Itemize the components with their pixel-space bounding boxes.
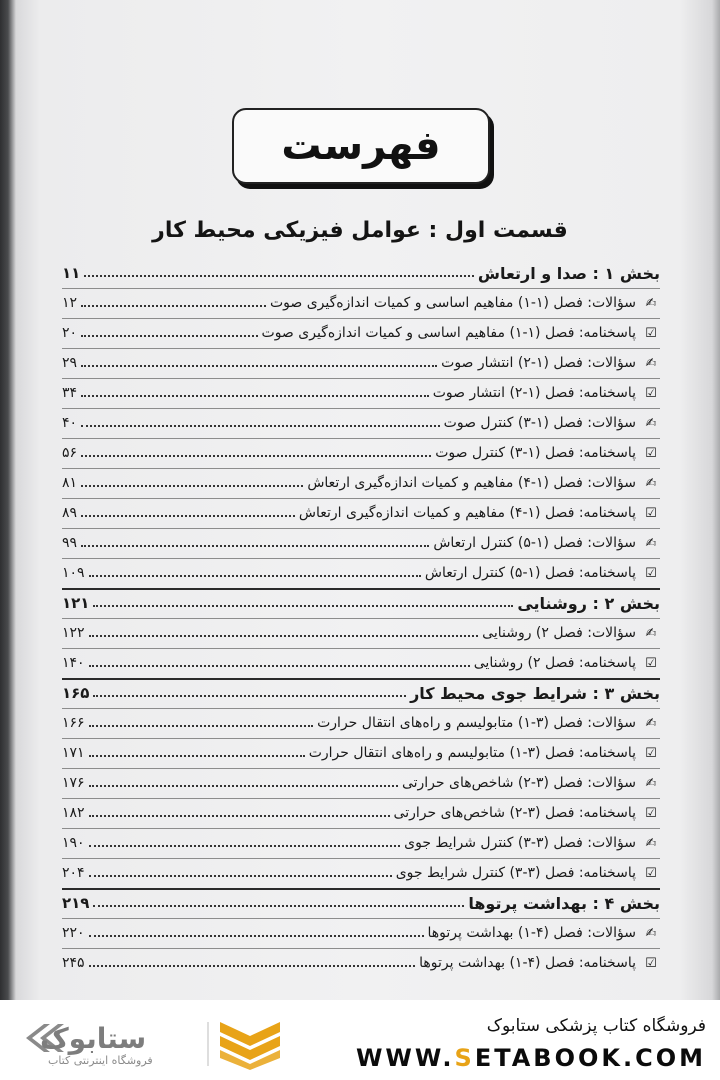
title-box — [232, 108, 490, 184]
checkbox-icon: ☑ — [645, 745, 657, 761]
toc-label: سؤالات: فصل (۱-۵) کنترل ارتعاش — [433, 535, 636, 551]
toc-item-row — [62, 528, 660, 558]
toc-item-row — [62, 318, 660, 348]
page-number: ۸۱ — [62, 475, 78, 491]
page-number: ۱۶۶ — [62, 715, 85, 731]
toc-item-row — [62, 858, 660, 888]
dot-leader — [89, 845, 401, 847]
dot-leader — [89, 815, 390, 817]
checkbox-icon: ☑ — [645, 385, 657, 401]
pen-icon: ✍ — [645, 835, 657, 851]
pen-icon: ✍ — [645, 775, 657, 791]
page-number: ۱۰۹ — [62, 565, 85, 581]
pen-icon: ✍ — [645, 355, 657, 371]
dot-leader — [81, 515, 295, 517]
page-number: ۸۹ — [62, 505, 78, 521]
pen-icon: ✍ — [645, 295, 657, 311]
toc-label: بخش ۴ : بهداشت پرتوها — [468, 893, 660, 913]
toc-item-row — [62, 408, 660, 438]
toc-label: سؤالات: فصل (۴-۱) بهداشت پرتوها — [427, 925, 636, 941]
page-number: ۹۹ — [62, 535, 78, 551]
part-subtitle: قسمت اول : عوامل فیزیکی محیط کار — [152, 218, 568, 243]
toc-label: سؤالات: فصل (۱-۲) انتشار صوت — [441, 355, 636, 371]
dot-leader — [89, 785, 398, 787]
toc-label: پاسخنامه: فصل (۳-۲) شاخص‌های حرارتی — [393, 805, 636, 821]
toc-label: پاسخنامه: فصل ۲) روشنایی — [473, 655, 636, 671]
toc-item-row — [62, 648, 660, 678]
page-number: ۲۰ — [62, 325, 78, 341]
toc-item-row — [62, 288, 660, 318]
dot-leader — [89, 875, 392, 877]
page-number: ۱۷۶ — [62, 775, 85, 791]
toc-section-row — [62, 888, 660, 918]
toc-section-row — [62, 258, 660, 288]
toc-item-row — [62, 828, 660, 858]
toc-label: سؤالات: فصل ۲) روشنایی — [482, 625, 636, 641]
store-url[interactable] — [356, 1044, 706, 1072]
dot-leader — [89, 965, 416, 967]
dot-leader — [89, 665, 470, 667]
dot-leader — [93, 695, 406, 697]
page-number: ۲۴۵ — [62, 955, 85, 971]
page-number: ۱۶۵ — [62, 684, 90, 702]
dot-leader — [89, 635, 479, 637]
toc-label: سؤالات: فصل (۳-۳) کنترل شرایط جوی — [404, 835, 636, 851]
page-number: ۱۱ — [62, 264, 81, 282]
toc-section-row — [62, 678, 660, 708]
checkbox-icon: ☑ — [645, 445, 657, 461]
toc-item-row — [62, 768, 660, 798]
toc-item-row — [62, 438, 660, 468]
pen-icon: ✍ — [645, 535, 657, 551]
toc-label: سؤالات: فصل (۱-۱) مفاهیم اساسی و کمیات اندازه‌گیری صوت — [269, 295, 636, 311]
toc-item-row — [62, 798, 660, 828]
toc-item-row — [62, 468, 660, 498]
page-number: ۱۸۲ — [62, 805, 85, 821]
page-number: ۳۴ — [62, 385, 78, 401]
toc-label: پاسخنامه: فصل (۳-۱) متابولیسم و راه‌های انتقال حرارت — [308, 745, 636, 761]
dot-leader — [81, 455, 431, 457]
toc-item-row — [62, 558, 660, 588]
page-title: فهرست — [281, 123, 441, 169]
chevron-logo-icon — [220, 1022, 280, 1070]
checkbox-icon: ☑ — [645, 865, 657, 881]
dot-leader — [81, 335, 257, 337]
store-name: فروشگاه کتاب پزشکی ستابوک — [486, 1016, 706, 1036]
dot-leader — [81, 365, 437, 367]
pen-icon: ✍ — [645, 715, 657, 731]
dot-leader — [89, 755, 305, 757]
toc-item-row — [62, 348, 660, 378]
checkbox-icon: ☑ — [645, 325, 657, 341]
toc-label: پاسخنامه: فصل (۱-۴) مفاهیم و کمیات اندازه‌گیری ارتعاش — [298, 505, 636, 521]
pen-icon: ✍ — [645, 625, 657, 641]
toc-item-row — [62, 378, 660, 408]
toc-label: سؤالات: فصل (۳-۲) شاخص‌های حرارتی — [401, 775, 636, 791]
toc-label: سؤالات: فصل (۳-۱) متابولیسم و راه‌های انتقال حرارت — [317, 715, 636, 731]
toc-label: سؤالات: فصل (۱-۳) کنترل صوت — [443, 415, 636, 431]
logo-wordmark: ستابوک — [40, 1022, 147, 1055]
toc-label: پاسخنامه: فصل (۱-۲) انتشار صوت — [432, 385, 636, 401]
footer-banner — [0, 1000, 720, 1080]
toc-section-row — [62, 588, 660, 618]
dot-leader — [81, 485, 303, 487]
dot-leader — [81, 545, 429, 547]
logo-tagline: فروشگاه اینترنتی کتاب — [48, 1054, 153, 1067]
dot-leader — [81, 395, 429, 397]
page-number: ۱۷۱ — [62, 745, 85, 761]
checkbox-icon: ☑ — [645, 565, 657, 581]
pen-icon: ✍ — [645, 475, 657, 491]
toc-item-row — [62, 618, 660, 648]
dot-leader — [84, 275, 474, 277]
toc-item-row — [62, 948, 660, 978]
page-number: ۱۲۱ — [62, 594, 90, 612]
page-number: ۲۰۴ — [62, 865, 85, 881]
checkbox-icon: ☑ — [645, 655, 657, 671]
pen-icon: ✍ — [645, 925, 657, 941]
toc-label: بخش ۱ : صدا و ارتعاش — [477, 263, 660, 283]
dot-leader — [89, 725, 314, 727]
dot-leader — [89, 935, 424, 937]
checkbox-icon: ☑ — [645, 805, 657, 821]
dot-leader — [93, 905, 464, 907]
url-highlight: S — [454, 1044, 475, 1072]
page-number: ۱۹۰ — [62, 835, 85, 851]
toc-label: پاسخنامه: فصل (۳-۳) کنترل شرایط جوی — [395, 865, 636, 881]
toc-label: پاسخنامه: فصل (۱-۵) کنترل ارتعاش — [424, 565, 636, 581]
toc-item-row — [62, 738, 660, 768]
dot-leader — [81, 305, 266, 307]
toc-label: سؤالات: فصل (۱-۴) مفاهیم و کمیات اندازه‌گیری ارتعاش — [307, 475, 636, 491]
page-number: ۱۴۰ — [62, 655, 85, 671]
pen-icon: ✍ — [645, 415, 657, 431]
page-number: ۲۹ — [62, 355, 78, 371]
toc-label: پاسخنامه: فصل (۱-۱) مفاهیم اساسی و کمیات اندازه‌گیری صوت — [261, 325, 636, 341]
toc-label: پاسخنامه: فصل (۱-۳) کنترل صوت — [435, 445, 636, 461]
dot-leader — [89, 575, 421, 577]
toc-item-row — [62, 918, 660, 948]
toc-label: بخش ۲ : روشنایی — [517, 593, 660, 613]
dot-leader — [93, 605, 513, 607]
page-number: ۲۲۰ — [62, 925, 85, 941]
page-number: ۴۰ — [62, 415, 78, 431]
table-of-contents — [62, 258, 660, 978]
page-number: ۵۶ — [62, 445, 78, 461]
checkbox-icon: ☑ — [645, 505, 657, 521]
toc-item-row — [62, 498, 660, 528]
url-prefix: WWW. — [355, 1044, 455, 1072]
toc-item-row — [62, 708, 660, 738]
page-number: ۲۱۹ — [62, 894, 90, 912]
checkbox-icon: ☑ — [645, 955, 657, 971]
page-number: ۱۲۲ — [62, 625, 85, 641]
dot-leader — [81, 425, 440, 427]
toc-label: بخش ۳ : شرایط جوی محیط کار — [410, 683, 660, 703]
page-number: ۱۲ — [62, 295, 78, 311]
url-rest: ETABOOK.COM — [474, 1044, 706, 1072]
toc-label: پاسخنامه: فصل (۴-۱) بهداشت پرتوها — [419, 955, 636, 971]
